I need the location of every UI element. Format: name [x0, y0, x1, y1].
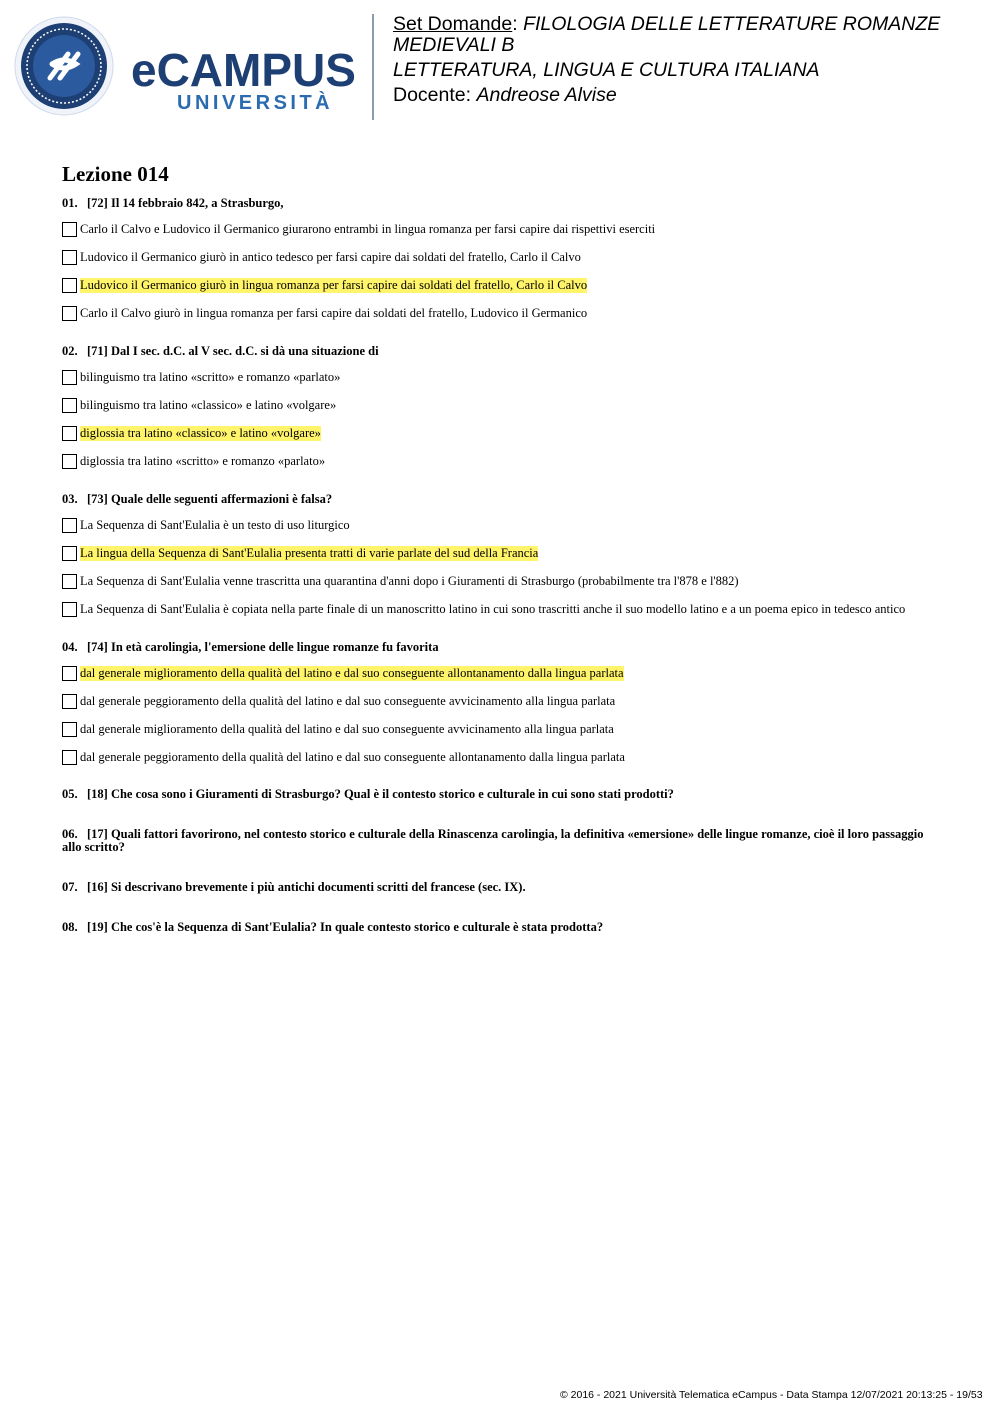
- answer-option-correct[interactable]: [62, 276, 942, 295]
- option-text: bilinguismo tra latino «scritto» e romanzo «parlato»: [80, 370, 341, 384]
- option-text: dal generale peggioramento della qualità del latino e dal suo conseguente avvicinamento alla lingua parlata: [80, 694, 616, 708]
- course-title-line2: MEDIEVALI B: [393, 34, 515, 56]
- answer-option[interactable]: [62, 220, 942, 239]
- checkbox[interactable]: [62, 602, 77, 617]
- checkbox[interactable]: [62, 398, 77, 413]
- checkbox[interactable]: [62, 666, 77, 681]
- question-text: 04. [74] In età carolingia, l'emersione delle lingue romanze fu favorita: [62, 640, 439, 654]
- answer-option[interactable]: [62, 720, 942, 739]
- answer-option[interactable]: [62, 600, 942, 619]
- ecampus-logo: [14, 16, 359, 116]
- option-text: bilinguismo tra latino «classico» e latino «volgare»: [80, 398, 337, 412]
- question-text: 02. [71] Dal I sec. d.C. al V sec. d.C. si dà una situazione di: [62, 344, 379, 358]
- checkbox[interactable]: [62, 574, 77, 589]
- docente-name: Andreose Alvise: [476, 84, 617, 106]
- checkbox[interactable]: [62, 454, 77, 469]
- question-text: 03. [73] Quale delle seguenti affermazioni è falsa?: [62, 492, 333, 506]
- question-1: [62, 196, 942, 323]
- checkbox[interactable]: [62, 750, 77, 765]
- answer-option[interactable]: [62, 572, 942, 591]
- option-text: Ludovico il Germanico giurò in antico tedesco per farsi capire dai soldati del fratello, Carlo il Calvo: [80, 250, 581, 264]
- answer-option-correct[interactable]: [62, 664, 942, 683]
- answer-option[interactable]: [62, 304, 942, 323]
- question-text: 01. [72] Il 14 febbraio 842, a Strasburgo,: [62, 196, 284, 210]
- answer-option[interactable]: [62, 452, 942, 471]
- open-question-8: 08. [19] Che cos'è la Sequenza di Sant'Eulalia? In quale contesto storico e culturale è stata prodotta?: [62, 920, 604, 934]
- answer-option[interactable]: [62, 748, 942, 767]
- option-text-highlighted: dal generale miglioramento della qualità del latino e dal suo conseguente allontanamento dalla lingua parlata: [80, 666, 624, 680]
- checkbox[interactable]: [62, 250, 77, 265]
- option-text: La Sequenza di Sant'Eulalia è un testo di uso liturgico: [80, 518, 350, 532]
- page-header: [0, 0, 1000, 130]
- course-title-line1: FILOLOGIA DELLE LETTERATURE ROMANZE: [523, 13, 941, 35]
- question-2: [62, 344, 942, 471]
- question-set: [62, 160, 942, 961]
- page-footer: © 2016 - 2021 Università Telematica eCampus - Data Stampa 12/07/2021 20:13:25 - 19/53: [560, 1389, 983, 1401]
- open-question-5: 05. [18] Che cosa sono i Giuramenti di Strasburgo? Qual è il contesto storico e culturale in cui sono stati prodotti?: [62, 787, 674, 801]
- answer-option[interactable]: [62, 396, 942, 415]
- header-divider: [372, 14, 374, 120]
- option-text: dal generale peggioramento della qualità del latino e dal suo conseguente allontanamento dalla lingua parlata: [80, 750, 625, 764]
- option-text-highlighted: Ludovico il Germanico giurò in lingua romanza per farsi capire dai soldati del fratello, Carlo il Calvo: [80, 278, 588, 292]
- checkbox[interactable]: [62, 722, 77, 737]
- option-text-highlighted: diglossia tra latino «classico» e latino «volgare»: [80, 426, 321, 440]
- option-text: La Sequenza di Sant'Eulalia venne trascritta una quarantina d'anni dopo i Giuramenti di Strasburgo (probabilmente tra l'878 e l'882): [80, 574, 739, 588]
- answer-option-correct[interactable]: [62, 424, 942, 443]
- option-text-highlighted: La lingua della Sequenza di Sant'Eulalia presenta tratti di varie parlate del sud della Francia: [80, 546, 539, 560]
- option-text: diglossia tra latino «scritto» e romanzo «parlato»: [80, 454, 326, 468]
- answer-option-correct[interactable]: [62, 544, 942, 563]
- answer-option[interactable]: [62, 516, 942, 535]
- logo-brand-text: eCAMPUS: [131, 44, 356, 96]
- checkbox[interactable]: [62, 518, 77, 533]
- checkbox[interactable]: [62, 546, 77, 561]
- course-subtitle: LETTERATURA, LINGUA E CULTURA ITALIANA: [393, 59, 820, 81]
- answer-option[interactable]: [62, 248, 942, 267]
- open-question-6: 06. [17] Quali fattori favorirono, nel contesto storico e culturale della Rinascenza carolingia, la definitiva «emersione» delle lingue romanze, cioè il loro passaggio allo scritto?: [62, 827, 924, 854]
- answer-option[interactable]: [62, 368, 942, 387]
- checkbox[interactable]: [62, 278, 77, 293]
- set-colon: :: [512, 13, 518, 35]
- question-4: [62, 640, 942, 767]
- checkbox[interactable]: [62, 426, 77, 441]
- question-3: [62, 492, 942, 619]
- option-text: Carlo il Calvo e Ludovico il Germanico giurarono entrambi in lingua romanza per farsi capire dai rispettivi eserciti: [80, 222, 656, 236]
- lesson-title: Lezione 014: [62, 162, 169, 186]
- checkbox[interactable]: [62, 222, 77, 237]
- checkbox[interactable]: [62, 306, 77, 321]
- option-text: dal generale miglioramento della qualità del latino e dal suo conseguente avvicinamento alla lingua parlata: [80, 722, 614, 736]
- docente-label: Docente:: [393, 84, 472, 106]
- option-text: La Sequenza di Sant'Eulalia è copiata nella parte finale di un manoscritto latino in cui sono trascritti anche il suo modello latino e a un poema epico in tedesco antico: [80, 602, 906, 616]
- set-label: Set Domande: [393, 13, 513, 35]
- open-question-7: 07. [16] Si descrivano brevemente i più antichi documenti scritti del francese (sec. IX).: [62, 880, 526, 894]
- logo-sub-text: UNIVERSITÀ: [177, 92, 334, 114]
- header-course-info: [393, 14, 983, 106]
- option-text: Carlo il Calvo giurò in lingua romanza per farsi capire dai soldati del fratello, Ludovico il Germanico: [80, 306, 588, 320]
- answer-option[interactable]: [62, 692, 942, 711]
- checkbox[interactable]: [62, 370, 77, 385]
- checkbox[interactable]: [62, 694, 77, 709]
